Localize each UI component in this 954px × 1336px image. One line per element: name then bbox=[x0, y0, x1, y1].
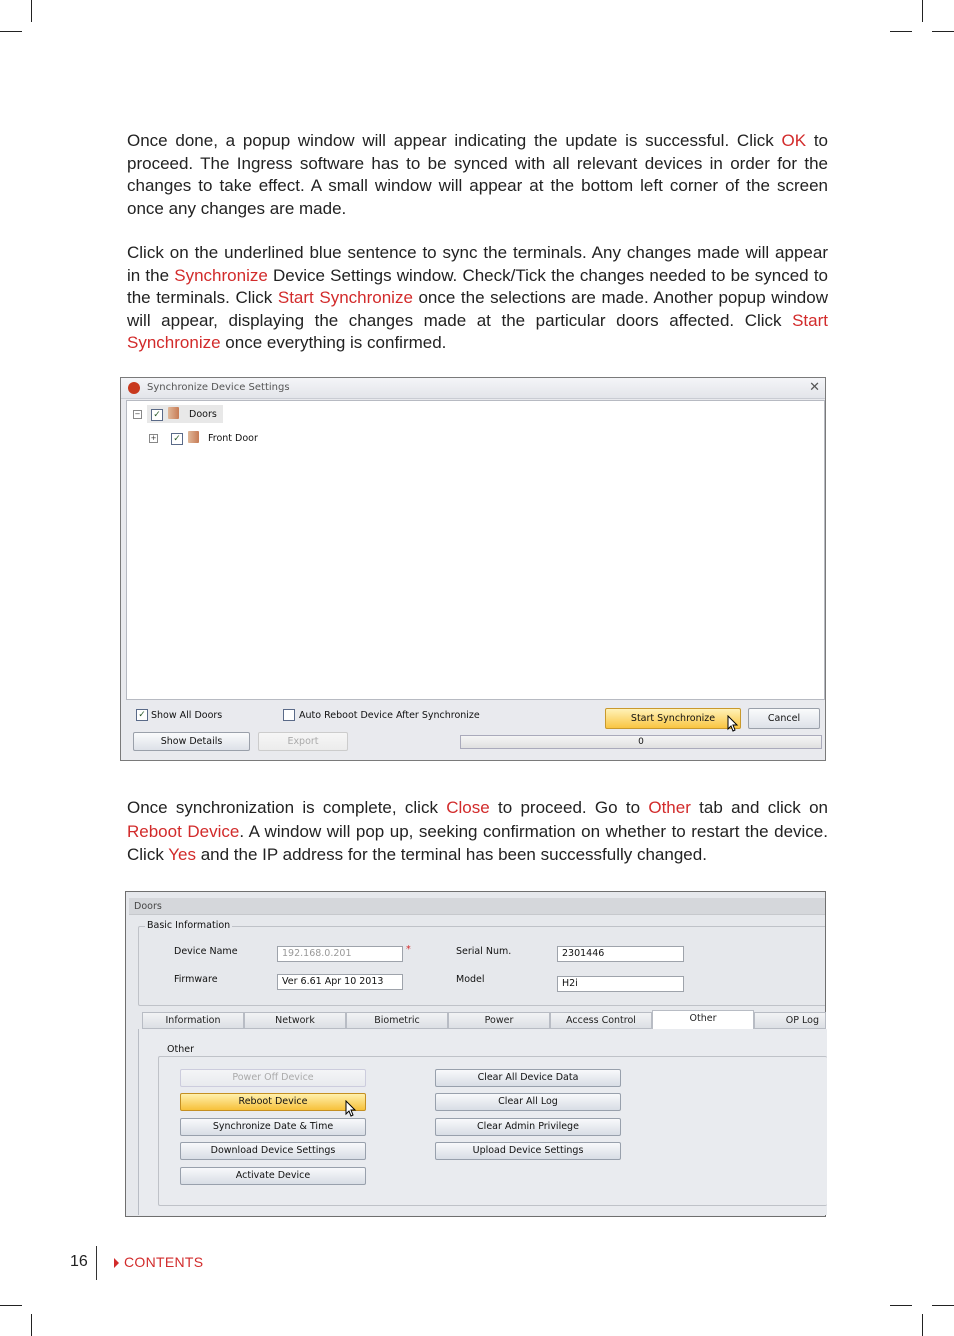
other-group-legend: Other bbox=[167, 1044, 194, 1055]
footer-divider bbox=[96, 1246, 97, 1280]
firmware-label: Firmware bbox=[174, 974, 218, 985]
activate-device-button[interactable]: Activate Device bbox=[180, 1167, 366, 1185]
window-title: Doors bbox=[134, 901, 162, 912]
tab-biometric[interactable]: Biometric bbox=[346, 1012, 448, 1029]
text: to proceed. The Ingress software has to be synced with all relevant devices in order for the changes to take effect. A small window will appear at the bottom left corner of the screen once any changes are made. bbox=[127, 131, 829, 218]
contents-link[interactable]: CONTENTS bbox=[124, 1254, 204, 1270]
door-icon bbox=[188, 431, 199, 443]
crop-mark bbox=[932, 1305, 954, 1306]
model-field[interactable]: H2i bbox=[557, 976, 684, 992]
text: and the IP address for the terminal has been successfully changed. bbox=[195, 845, 707, 864]
basic-information-legend: Basic Information bbox=[147, 920, 231, 931]
tab-op-log[interactable]: OP Log bbox=[754, 1012, 826, 1029]
firmware-field[interactable]: Ver 6.61 Apr 10 2013 bbox=[277, 974, 403, 990]
window-titlebar bbox=[129, 898, 825, 915]
download-device-settings-button[interactable]: Download Device Settings bbox=[180, 1142, 366, 1160]
caret-right-icon bbox=[114, 1258, 119, 1268]
reboot-device-keyword: Reboot Device bbox=[127, 821, 240, 841]
crop-mark bbox=[932, 31, 954, 32]
crop-mark bbox=[922, 1314, 923, 1336]
door-tree bbox=[126, 400, 825, 700]
power-off-device-button[interactable]: Power Off Device bbox=[180, 1069, 366, 1087]
show-all-doors-checkbox[interactable]: ✓ bbox=[136, 709, 148, 721]
crop-mark bbox=[890, 1305, 912, 1306]
text: Once synchronization is complete, click bbox=[127, 798, 447, 817]
export-button[interactable]: Export bbox=[258, 732, 348, 751]
device-name-label: Device Name bbox=[174, 946, 238, 957]
front-door-checkbox[interactable]: ✓ bbox=[171, 433, 183, 445]
crop-mark bbox=[0, 1305, 22, 1306]
ok-keyword: OK bbox=[781, 131, 807, 150]
tab-information[interactable]: Information bbox=[142, 1012, 244, 1029]
model-label: Model bbox=[456, 974, 485, 985]
synchronize-device-settings-window bbox=[120, 377, 826, 761]
text: once everything is confirmed. bbox=[220, 333, 447, 352]
show-all-doors-label: Show All Doors bbox=[151, 710, 223, 721]
door-icon bbox=[168, 407, 179, 419]
basic-information-group bbox=[138, 926, 826, 1006]
start-synchronize-button[interactable]: Start Synchronize bbox=[605, 708, 741, 729]
clear-all-device-data-button[interactable]: Clear All Device Data bbox=[435, 1069, 621, 1087]
expand-icon[interactable]: + bbox=[150, 434, 157, 442]
tab-power[interactable]: Power bbox=[448, 1012, 550, 1029]
close-icon[interactable]: ✕ bbox=[809, 380, 820, 395]
text: . A window will pop up, seeking confirmation on whether to restart the device. Click bbox=[127, 821, 828, 864]
tab-other[interactable]: Other bbox=[652, 1010, 754, 1029]
clear-admin-privilege-button[interactable]: Clear Admin Privilege bbox=[435, 1118, 621, 1136]
text: once the selections are made. Another popup window will appear, displaying the changes made at the particular doors affected. Click bbox=[127, 288, 828, 330]
crop-mark bbox=[890, 31, 912, 32]
sync-progress-bar: 0 bbox=[460, 735, 822, 749]
collapse-icon[interactable]: − bbox=[134, 410, 141, 418]
auto-reboot-checkbox[interactable] bbox=[283, 709, 295, 721]
doors-checkbox[interactable]: ✓ bbox=[151, 409, 163, 421]
upload-device-settings-button[interactable]: Upload Device Settings bbox=[435, 1142, 621, 1160]
text: Once done, a popup window will appear indicating the update is successful. Click bbox=[127, 131, 782, 150]
clear-all-log-button[interactable]: Clear All Log bbox=[435, 1093, 621, 1111]
text: to proceed. Go to bbox=[489, 798, 649, 817]
page-number: 16 bbox=[70, 1253, 88, 1270]
sync-paragraph bbox=[127, 242, 828, 355]
crop-mark bbox=[31, 1314, 32, 1336]
synchronize-date-time-button[interactable]: Synchronize Date & Time bbox=[180, 1118, 366, 1136]
start-synchronize-keyword: Start Synchronize bbox=[277, 288, 413, 307]
window-titlebar bbox=[121, 378, 825, 399]
crop-mark bbox=[0, 31, 22, 32]
device-name-field[interactable]: 192.168.0.201 bbox=[277, 946, 403, 962]
required-mark: * bbox=[406, 944, 411, 955]
show-details-button[interactable]: Show Details bbox=[133, 732, 250, 751]
text: tab and click on bbox=[690, 798, 828, 817]
cancel-button[interactable]: Cancel bbox=[748, 708, 820, 729]
serial-number-label: Serial Num. bbox=[456, 946, 512, 957]
yes-keyword: Yes bbox=[168, 845, 196, 864]
start-synchronize-keyword: Start Synchronize bbox=[127, 310, 828, 352]
tree-node-front-door[interactable]: Front Door bbox=[208, 433, 258, 444]
reboot-paragraph bbox=[127, 796, 828, 867]
other-keyword: Other bbox=[648, 798, 691, 817]
text: Click on the underlined blue sentence to sync the terminals. Any changes made will appear in the bbox=[127, 243, 828, 285]
tab-network[interactable]: Network bbox=[244, 1012, 346, 1029]
intro-paragraph bbox=[127, 130, 828, 220]
window-title: Synchronize Device Settings bbox=[147, 382, 290, 393]
crop-mark bbox=[31, 0, 32, 22]
serial-number-field[interactable]: 2301446 bbox=[557, 946, 684, 962]
crop-mark bbox=[922, 0, 923, 22]
auto-reboot-label: Auto Reboot Device After Synchronize bbox=[299, 710, 480, 721]
reboot-device-button[interactable]: Reboot Device bbox=[180, 1093, 366, 1111]
tree-node-doors[interactable]: Doors bbox=[189, 409, 217, 420]
app-logo-icon bbox=[128, 382, 140, 394]
mouse-cursor-icon bbox=[345, 1100, 357, 1118]
close-keyword: Close bbox=[446, 798, 490, 817]
synchronize-keyword: Synchronize bbox=[174, 265, 268, 285]
text: Device Settings window. Check/Tick the changes needed to be synced to the terminals. Click bbox=[127, 265, 828, 307]
tab-access-control[interactable]: Access Control bbox=[550, 1012, 652, 1029]
mouse-cursor-icon bbox=[727, 715, 739, 733]
